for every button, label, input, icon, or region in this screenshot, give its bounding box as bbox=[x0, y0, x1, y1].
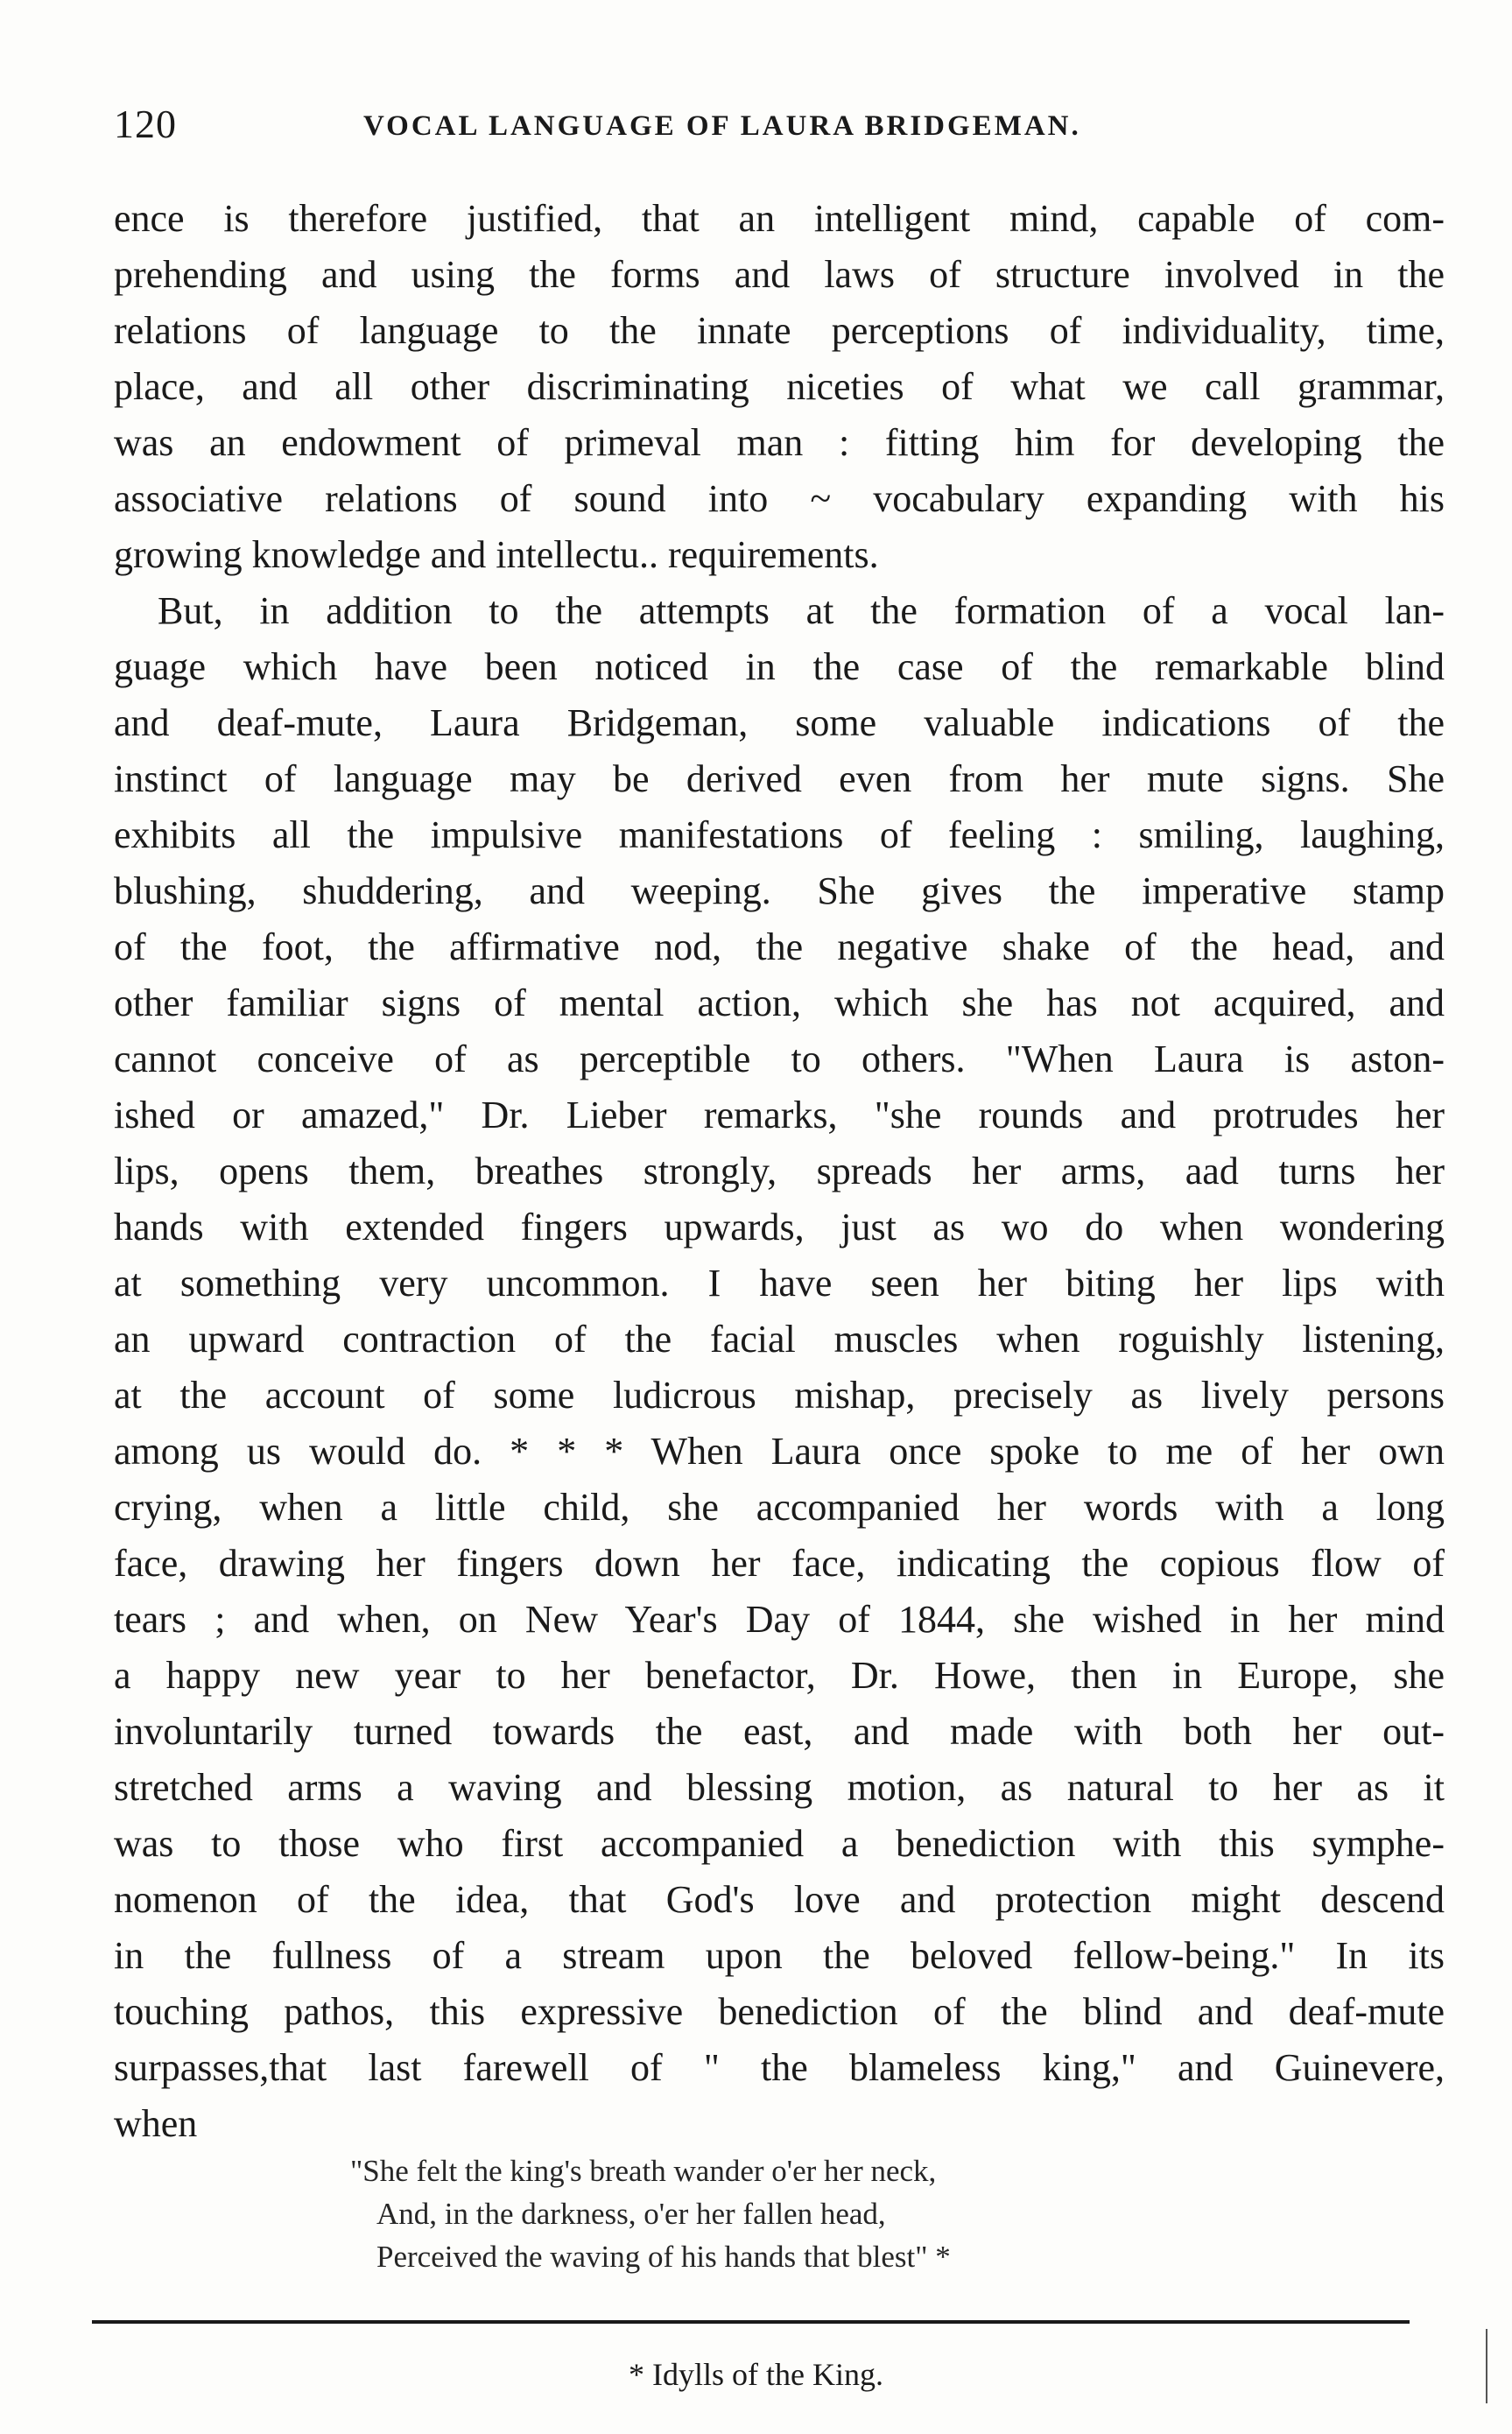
text-line: relations of language to the innate perceptions of individuality, time, bbox=[114, 309, 1445, 352]
footnote-rule bbox=[92, 2320, 1410, 2324]
text-line: cannot conceive of as perceptible to others. "When Laura is aston- bbox=[114, 1038, 1445, 1080]
page-header bbox=[114, 98, 1418, 151]
page-number: 120 bbox=[114, 102, 177, 146]
text-line: an upward contraction of the facial muscles when roguishly listening, bbox=[114, 1318, 1445, 1361]
text-line: But, in addition to the attempts at the formation of a vocal lan- bbox=[158, 589, 1445, 632]
text-line: in the fullness of a stream upon the beloved fellow-being." In its bbox=[114, 1934, 1445, 1977]
verse-line: "She felt the king's breath wander o'er her neck, bbox=[350, 2154, 937, 2188]
text-line: surpasses,that last farewell of " the blameless king," and Guinevere, bbox=[114, 2046, 1445, 2089]
verse-line: Perceived the waving of his hands that blest" * bbox=[376, 2240, 951, 2274]
body-text bbox=[114, 191, 1445, 2152]
text-line: and deaf-mute, Laura Bridgeman, some valuable indications of the bbox=[114, 701, 1445, 744]
text-line: face, drawing her fingers down her face, indicating the copious flow of bbox=[114, 1542, 1445, 1585]
text-line: nomenon of the idea, that God's love and protection might descend bbox=[114, 1878, 1445, 1921]
text-line: place, and all other discriminating niceties of what we call grammar, bbox=[114, 365, 1445, 408]
text-line: when bbox=[114, 2102, 198, 2145]
text-line: ence is therefore justified, that an intelligent mind, capable of com- bbox=[114, 197, 1445, 240]
running-title: VOCAL LANGUAGE OF LAURA BRIDGEMAN. bbox=[363, 110, 1081, 142]
text-line: touching pathos, this expressive benediction of the blind and deaf-mute bbox=[114, 1990, 1445, 2033]
scan-edge-mark bbox=[1486, 2329, 1487, 2403]
text-line: among us would do. * * * When Laura once spoke to me of her own bbox=[114, 1430, 1445, 1473]
text-line: exhibits all the impulsive manifestations of feeling : smiling, laughing, bbox=[114, 813, 1445, 856]
text-line: lips, opens them, breathes strongly, spreads her arms, aad turns her bbox=[114, 1150, 1445, 1192]
text-line: stretched arms a waving and blessing motion, as natural to her as it bbox=[114, 1766, 1445, 1809]
text-line: of the foot, the affirmative nod, the negative shake of the head, and bbox=[114, 925, 1445, 968]
text-line: associative relations of sound into ~ vocabulary expanding with his bbox=[114, 477, 1445, 520]
text-line: other familiar signs of mental action, which she has not acquired, and bbox=[114, 981, 1445, 1024]
text-line: involuntarily turned towards the east, and made with both her out- bbox=[114, 1710, 1445, 1753]
text-line: blushing, shuddering, and weeping. She gives the imperative stamp bbox=[114, 869, 1445, 912]
text-line: was to those who first accompanied a benediction with this symphe- bbox=[114, 1822, 1445, 1865]
text-line: tears ; and when, on New Year's Day of 1844, she wished in her mind bbox=[114, 1598, 1445, 1641]
verse-quotation bbox=[350, 2149, 1226, 2278]
text-line: hands with extended fingers upwards, just as wo do when wondering bbox=[114, 1206, 1445, 1249]
text-line: growing knowledge and intellectu.. requirements. bbox=[114, 533, 879, 576]
text-line: was an endowment of primeval man : fitting him for developing the bbox=[114, 421, 1445, 464]
text-line: instinct of language may be derived even from her mute signs. She bbox=[114, 757, 1445, 800]
text-line: prehending and using the forms and laws of structure involved in the bbox=[114, 253, 1445, 296]
text-line: guage which have been noticed in the case of the remarkable blind bbox=[114, 645, 1445, 688]
text-line: ished or amazed," Dr. Lieber remarks, "she rounds and protrudes her bbox=[114, 1094, 1445, 1136]
verse-line: And, in the darkness, o'er her fallen head, bbox=[376, 2197, 886, 2231]
text-line: at something very uncommon. I have seen her biting her lips with bbox=[114, 1262, 1445, 1305]
text-line: a happy new year to her benefactor, Dr. Howe, then in Europe, she bbox=[114, 1654, 1445, 1697]
footnote: * Idylls of the King. bbox=[629, 2357, 883, 2392]
text-line: at the account of some ludicrous mishap, precisely as lively persons bbox=[114, 1374, 1445, 1417]
text-line: crying, when a little child, she accompanied her words with a long bbox=[114, 1486, 1445, 1529]
